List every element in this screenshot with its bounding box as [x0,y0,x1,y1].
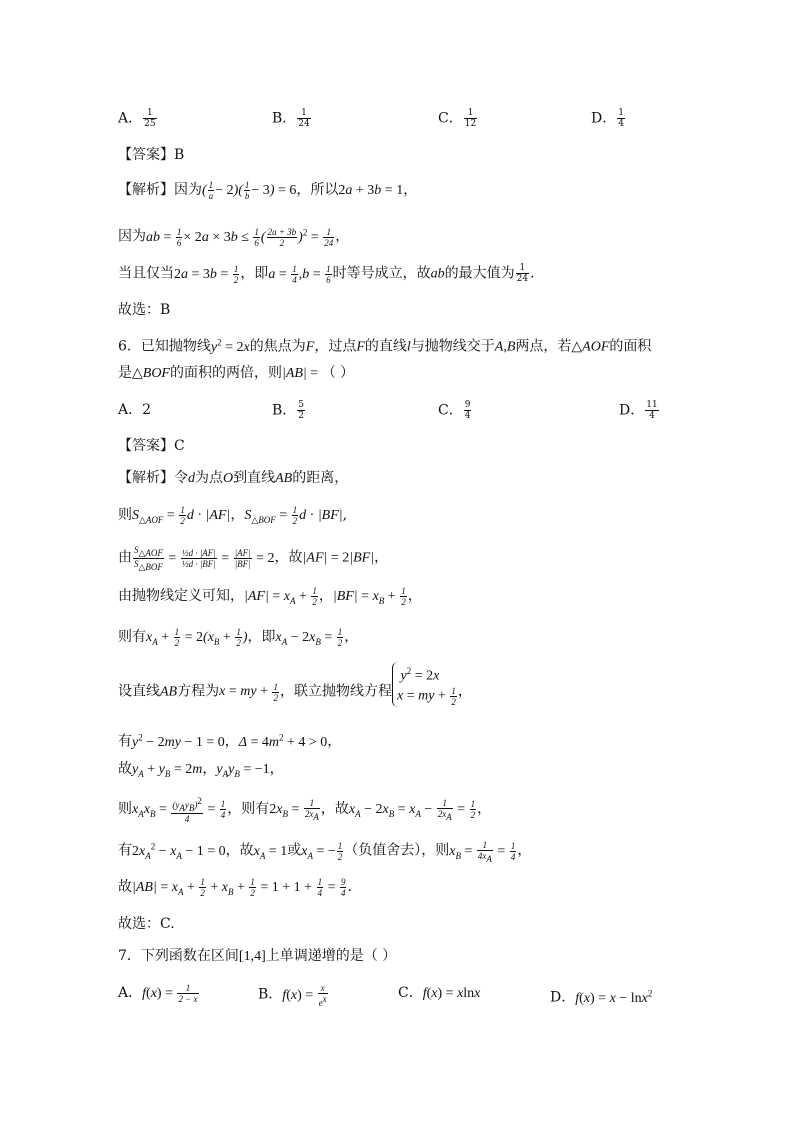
q6-analysis-line-7: 有$y^2 - 2my - 1 = 0$，$\Delta = 4m^2 + 4 > 0$， [118,732,342,750]
q6-analysis-line-10: 有$2x_A^2 - x_A - 1 = 0$，故$x_A = 1$或$x_A$ = − $\frac{1}{2}$ （负值舍去），则$x_B$ = $\frac{1}{4x_A}$ = $\frac{1}{4}$ ， [118,839,532,864]
q6-stem-line-2: 是△BOF的面积的两倍，则|AB| = （ ） [118,365,355,381]
q7-option-b: B．f(x) = $\frac{x}{e^x}$ [258,983,327,1008]
q7-option-a: A．f(x) = $\frac{1}{2 - x}$ [118,983,198,1005]
q6-option-c: C． $\frac{9}{4}$ [438,400,471,421]
q6-analysis-line-2: 则$S_{\triangle AOF}$ = $\frac{1}{2}$ d · |AF|，$S_{\triangle BOF}$ = $\frac{1}{2}$ d · |BF|, [118,505,348,527]
q5-conclusion: 故选：B [118,302,171,318]
q6-option-d: D． $\frac{11}{4}$ [619,400,658,421]
q5-option-a: A． $\frac{1}{25}$ [118,108,156,129]
q6-answer: 【答案】C [118,438,185,454]
q5-analysis-line-3: 当且仅当2a = 3b = $\frac{1}{2}$ ，即a = $\frac{1}{4}$ ,b = $\frac{1}{6}$ 时等号成立，故ab的最大值为 $\frac{1}{24}$ . [118,263,535,285]
q5-answer: 【答案】B [118,147,185,163]
q6-conclusion: 故选：C. [118,916,175,932]
q6-stem-line-1: 6．已知抛物线$y^2 = 2x$的焦点为F，过点F的直线l与抛物线交于A,B两点，若△AOF的面积 [118,337,652,355]
q6-analysis-line-1: 【解析】令d为点O到直线AB的距离， [118,470,349,486]
q5-option-d: D． $\frac{1}{4}$ [591,108,624,129]
q6-analysis-line-8: 故$y_A + y_B = 2m$，$y_Ay_B = -1$， [118,761,284,779]
q7-option-d: D．f(x) = x − lnx$^2$ [550,988,653,1006]
q6-analysis-line-3: 由 $\frac{S_{\triangle AOF}}{S_{\triangle BOF}}$ = $\frac{\text{½d · |AF|}}{\text{½d · |BF|}}$ = $\frac{|AF|}{|BF|}$ = 2，故|AF| = 2|BF|， [118,545,389,572]
q6-analysis-line-11: 故$|AB| = x_A$ + $\frac{1}{2}$ + $x_B$ + $\frac{1}{2}$ = 1 + 1 + $\frac{1}{4}$ = $\frac{9}{4}$ . [118,877,352,899]
q7-option-c: C．f(x) = xlnx [398,985,481,1001]
q6-analysis-line-6: 设直线AB方程为x = my + $\frac{1}{2}$ ，联立抛物线方程 $y^2 = 2x$ x = my + $\frac{1}{2}$ ， [118,676,472,707]
q6-analysis-line-5: 则有$x_A$ + $\frac{1}{2}$ = $2(x_B$ + $\frac{1}{2}$ )，即$x_A - 2x_B$ = $\frac{1}{2}$ ， [118,627,359,649]
q5-option-c: C． $\frac{1}{12}$ [438,108,477,129]
q6-option-a: A．2 [118,402,152,418]
q5-analysis-line-1: 【解析】因为( $\frac{1}{a}$ − 2)( $\frac{1}{b}$ − 3) = 6，所以2a + 3b = 1， [118,180,418,202]
q5-analysis-line-2: 因为ab = $\frac{1}{6}$ × 2a × 3b ≤ $\frac{1}{6}$ ( $\frac{2a + 3b}{2}$ )$^2$ = $\frac{1}{24}$ ， [118,226,350,248]
q5-option-b: B． $\frac{1}{24}$ [272,108,310,129]
q7-stem: 7．下列函数在区间[1,4]上单调递增的是（ ） [118,948,397,964]
q6-option-b: B． $\frac{5}{2}$ [272,400,305,421]
q6-analysis-line-9: 则$x_Ax_B$ = $\frac{(y_Ay_B)^2}{4}$ = $\frac{1}{4}$ ，则有$2x_B$ = $\frac{1}{2x_A}$ ，故$x_A - 2x_B = x_A$ − $\frac{1}{2x_A}$ = $\frac{1}{2}$ ， [118,796,492,824]
q6-analysis-line-4: 由抛物线定义可知，$|AF| = x_A$ + $\frac{1}{2}$ ，$|BF| = x_B$ + $\frac{1}{2}$ ， [118,586,422,608]
